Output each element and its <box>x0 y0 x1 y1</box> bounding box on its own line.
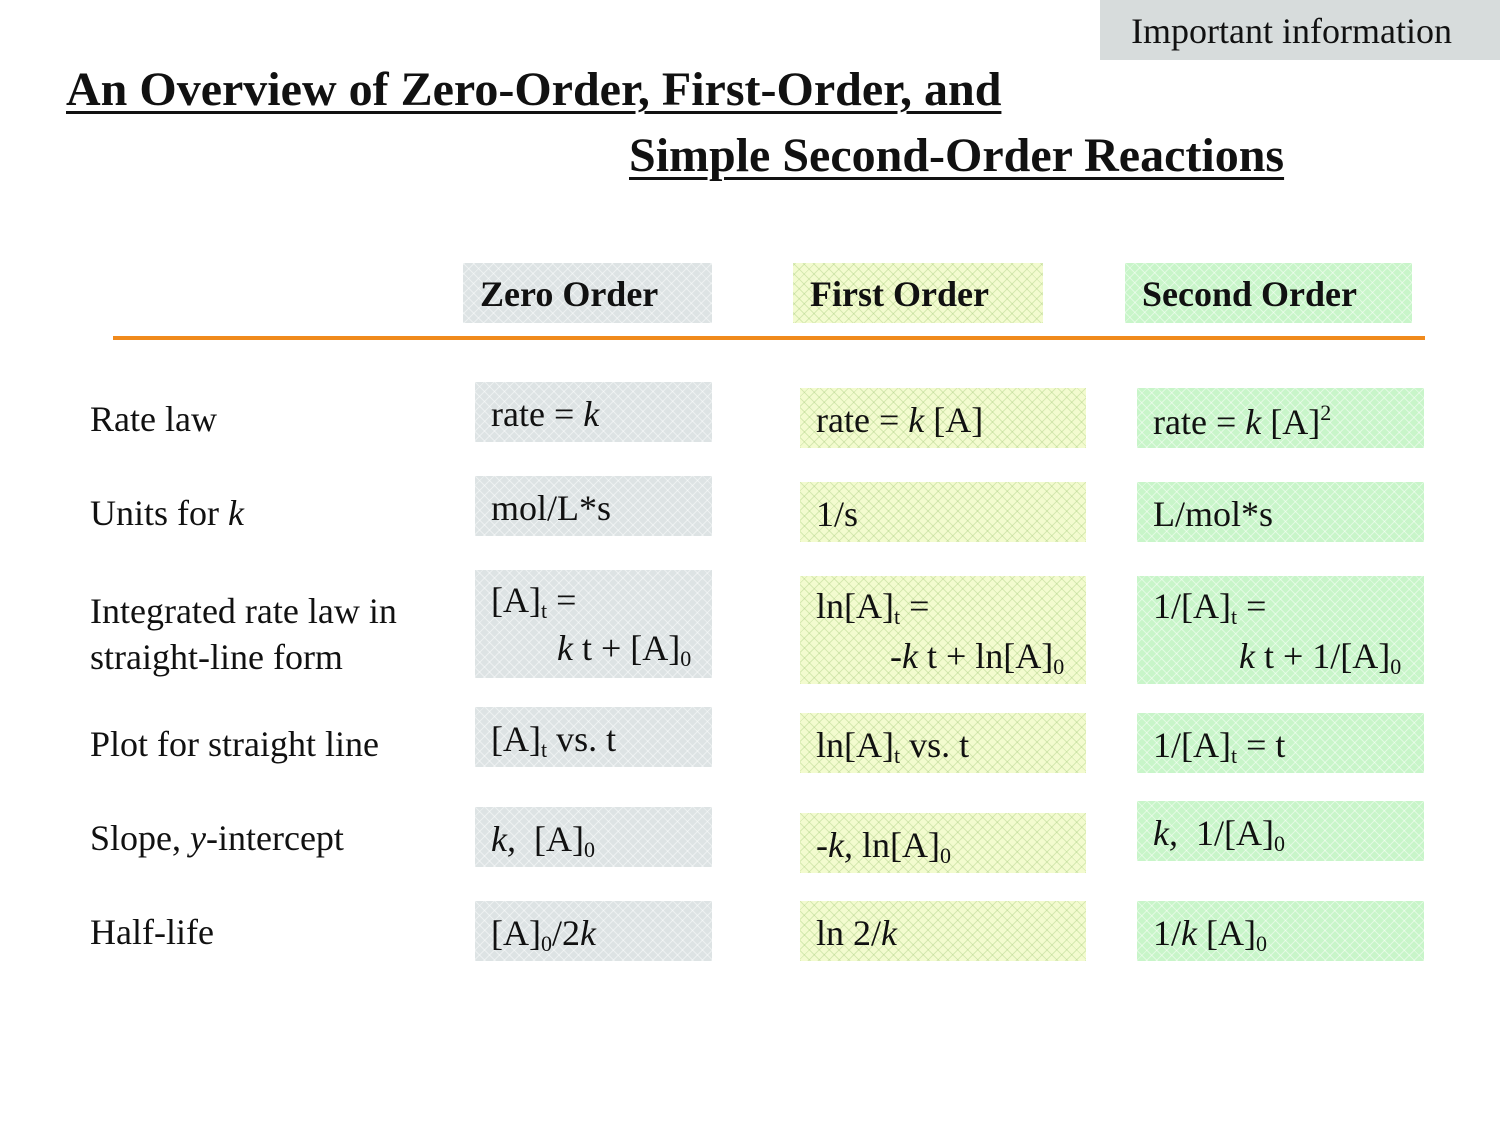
cell-rate-law-second: rate = k $[A]^2$ <box>1137 388 1424 448</box>
page-title-line-1: An Overview of Zero-Order, First-Order, and <box>66 63 1002 116</box>
cell-slope-second: k, $1/[A]_0$ <box>1137 801 1424 861</box>
cell-units-second: L/mol*s <box>1137 482 1424 542</box>
cell-plot-zero: $[A]_t$ vs. t <box>475 707 712 767</box>
row-label-integrated-rate-law: Integrated rate law in straight-line form <box>90 591 397 677</box>
cell-slope-zero: k, $[A]_0$ <box>475 807 712 867</box>
cell-rate-law-first: rate = k [A] <box>800 388 1086 448</box>
important-information-badge: Important information <box>1100 0 1500 60</box>
cell-half-life-zero: $[A]_0/2k$ <box>475 901 712 961</box>
cell-integrated-first: $\ln[A]_t$ = -k $t + \ln[A]_0$ <box>800 576 1086 684</box>
page-title-line-2: Simple Second-Order Reactions <box>629 129 1285 182</box>
cell-plot-first: $\ln[A]_t$ vs. t <box>800 713 1086 773</box>
row-label-plot: Plot for straight line <box>90 724 379 764</box>
column-header-second-order: Second Order <box>1125 263 1412 323</box>
row-label-units: Units for k <box>90 493 244 533</box>
cell-integrated-second: $1/[A]_t$ = k $t + 1/[A]_0$ <box>1137 576 1424 684</box>
row-label-rate-law: Rate law <box>90 399 217 439</box>
row-label-slope-intercept: Slope, y-intercept <box>90 818 344 858</box>
row-label-half-life: Half-life <box>90 912 214 952</box>
column-header-first-order: First Order <box>793 263 1043 323</box>
cell-half-life-second: 1/k $[A]_0$ <box>1137 901 1424 961</box>
cell-plot-second: $1/[A]_t = t$ <box>1137 713 1424 773</box>
cell-rate-law-zero: rate = k <box>475 382 712 442</box>
cell-slope-first: -k, $\ln[A]_0$ <box>800 813 1086 873</box>
cell-units-zero: mol/L*s <box>475 476 712 536</box>
header-divider <box>113 336 1425 340</box>
cell-integrated-zero: $[A]_t$ = k $t + [A]_0$ <box>475 570 712 678</box>
column-header-zero-order: Zero Order <box>463 263 712 323</box>
cell-units-first: 1/s <box>800 482 1086 542</box>
cell-half-life-first: ln 2/k <box>800 901 1086 961</box>
